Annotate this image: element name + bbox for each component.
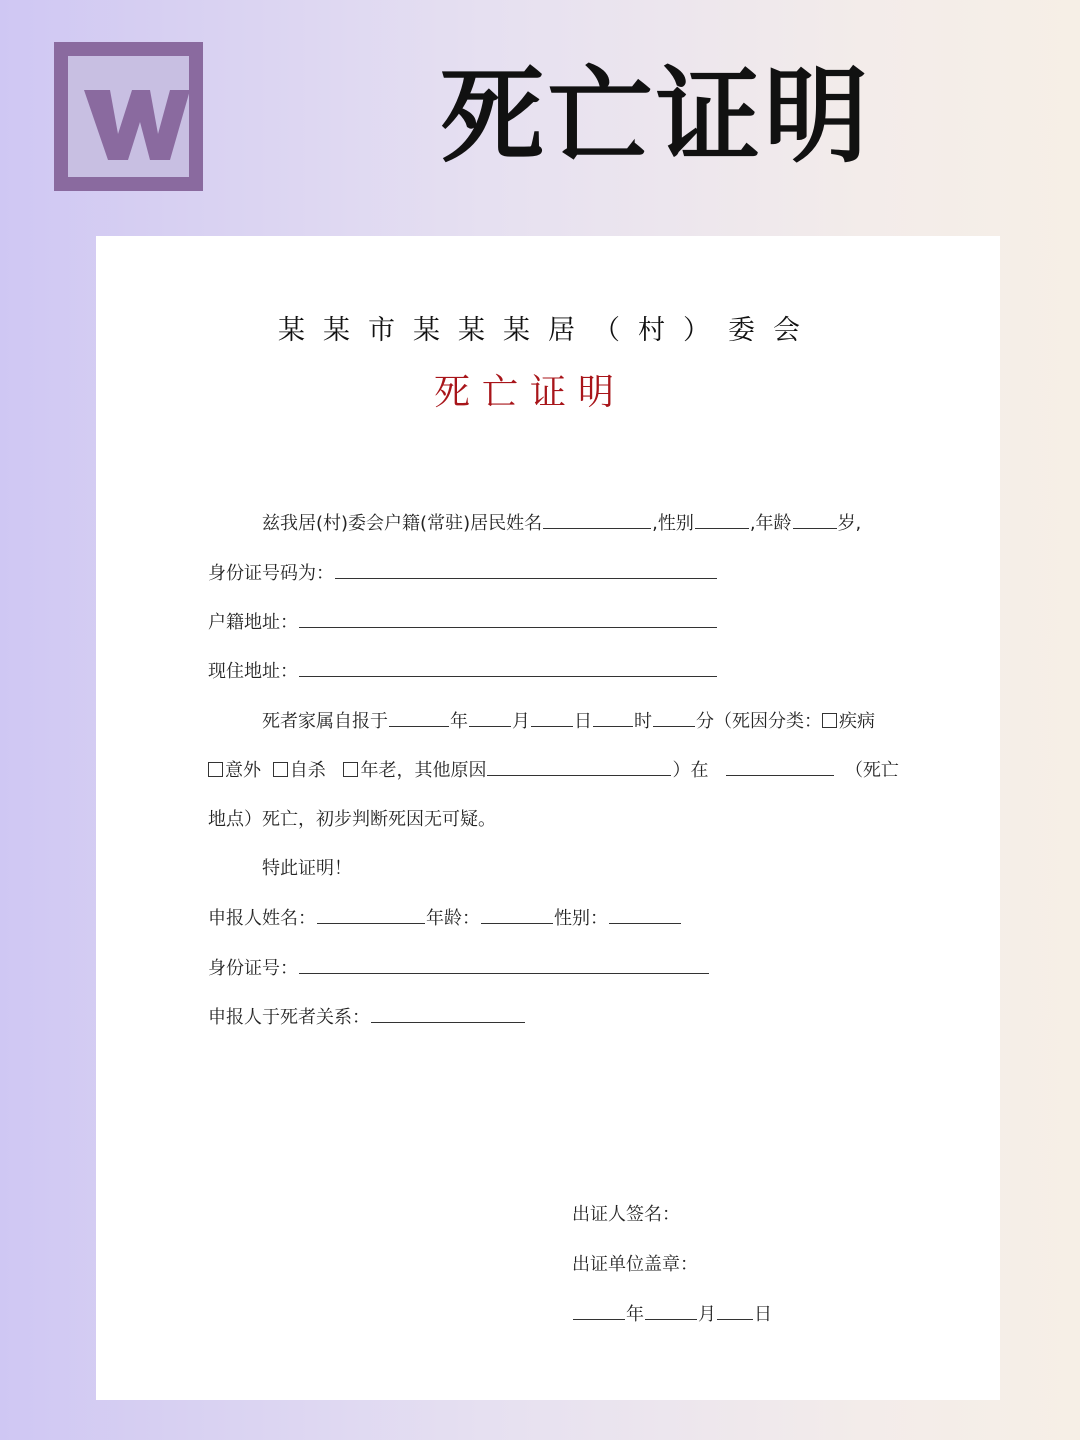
disease-label: 疾病 [839, 711, 875, 732]
id-number-line [208, 560, 718, 587]
sign-month-label: 月 [698, 1304, 716, 1325]
signer-line: 出证人签名： [572, 1204, 680, 1225]
id-number-label: 身份证号码为： [208, 563, 334, 584]
household-address-blank[interactable] [299, 609, 717, 628]
suicide-label: 自杀 [289, 760, 326, 781]
report-day-blank[interactable] [531, 708, 573, 727]
at-label: ）在 [672, 760, 709, 781]
relation-label: 申报人于死者关系： [208, 1007, 370, 1028]
certificate-paper [96, 236, 1000, 1400]
residence-address-blank[interactable] [299, 658, 717, 677]
document-title: 死亡证明 [433, 372, 626, 413]
date-line [572, 1301, 772, 1328]
residence-address-line [208, 658, 718, 685]
resident-name-label: 兹我居(村)委会户籍(常驻)居民姓名 [262, 513, 543, 534]
hero-title: 死亡证明 [440, 55, 873, 177]
sign-day-label: 日 [754, 1304, 772, 1325]
resident-info-line [262, 510, 861, 537]
relation-blank[interactable] [371, 1004, 525, 1023]
word-logo-icon [54, 42, 203, 191]
applicant-id-line [208, 955, 710, 982]
disease-checkbox[interactable] [822, 713, 837, 728]
conclusion-line: 地点）死亡，初步判断死因无可疑。 [208, 809, 496, 830]
report-year-blank[interactable] [389, 708, 449, 727]
applicant-name-blank[interactable] [317, 905, 425, 924]
applicant-id-label: 身份证号： [208, 958, 298, 979]
minute-label: 分（死因分类： [696, 711, 822, 732]
other-cause-blank[interactable] [487, 757, 671, 776]
report-hour-blank[interactable] [593, 708, 633, 727]
household-address-label: 户籍地址： [208, 612, 298, 633]
death-place-blank[interactable] [726, 757, 834, 776]
seal-line: 出证单位盖章： [572, 1254, 698, 1275]
residence-address-label: 现住地址： [208, 661, 298, 682]
household-address-line [208, 609, 718, 636]
age-label: ,年龄 [749, 513, 792, 534]
relation-line [208, 1004, 526, 1031]
accident-checkbox[interactable] [208, 762, 223, 777]
age-blank[interactable] [793, 510, 837, 529]
old-age-label: 年老，其他原因 [360, 760, 487, 781]
organization-name: 某某市某某某居（村）委会 [278, 315, 818, 346]
hour-label: 时 [634, 711, 652, 732]
year-label: 年 [450, 711, 468, 732]
month-label: 月 [512, 711, 530, 732]
report-label: 死者家属自报于 [262, 711, 388, 732]
certify-line: 特此证明！ [262, 858, 352, 879]
sign-year-label: 年 [626, 1304, 644, 1325]
applicant-age-blank[interactable] [481, 905, 553, 924]
sign-month-blank[interactable] [645, 1301, 697, 1320]
applicant-gender-label: 性别： [554, 908, 608, 929]
cause-line [208, 757, 899, 784]
id-number-blank[interactable] [335, 560, 717, 579]
gender-label: ,性别 [652, 513, 694, 534]
applicant-line [208, 905, 682, 932]
applicant-gender-blank[interactable] [609, 905, 681, 924]
suicide-checkbox[interactable] [273, 762, 288, 777]
report-minute-blank[interactable] [653, 708, 695, 727]
gender-blank[interactable] [695, 510, 749, 529]
word-w-glyph [54, 42, 203, 191]
resident-name-blank[interactable] [543, 510, 651, 529]
report-time-line [262, 708, 875, 735]
accident-label: 意外 [225, 760, 261, 781]
applicant-name-label: 申报人姓名： [208, 908, 316, 929]
report-month-blank[interactable] [469, 708, 511, 727]
applicant-age-label: 年龄： [426, 908, 480, 929]
old-age-checkbox[interactable] [343, 762, 358, 777]
sign-year-blank[interactable] [573, 1301, 625, 1320]
age-unit: 岁, [837, 513, 862, 534]
applicant-id-blank[interactable] [299, 955, 709, 974]
sign-day-blank[interactable] [717, 1301, 753, 1320]
death-place-label: （死亡 [844, 760, 899, 781]
day-label: 日 [574, 711, 592, 732]
